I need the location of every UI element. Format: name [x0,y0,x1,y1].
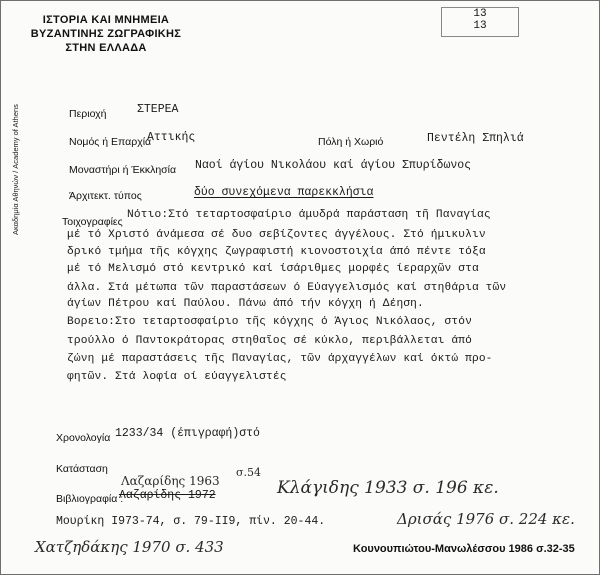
murals-line: φητῶν. Στά λοφία οί εύαγγελιστές [67,371,287,383]
side-watermark-label: Ακαδημία Αθηνών / Academy of Athens [11,104,20,235]
header-line-1: ΙΣΤΟΡΙΑ ΚΑΙ ΜΝΗΜΕΙΑ [42,14,170,26]
murals-line: τρούλλο ό Παντοκράτορας στηθαῖος σέ κύκλο, περιβάλλεται άπό [67,335,472,347]
bibliography-label: Βιβλιογραφία : [56,493,124,505]
region-value: ΣΤΕΡΕΑ [137,103,179,116]
murals-line: άγίων Πέτρου καί Παύλου. Πάνω άπό τήν κόγχη ή Δέηση. [67,298,424,310]
header-line-2: ΒΥΖΑΝΤΙΝΗΣ ΖΩΓΡΑΦΙΚΗΣ [30,28,182,40]
monastery-value: Ναοί άγίου Νικολάου καί άγίου Σπυρίδωνος [195,159,472,172]
arch-type-value: δύο συνεχόμενα παρεκκλήσια [194,186,374,199]
murals-line: άλλα. Στά μέτωπα τῶν παραστάσεων ό Εύαγγελισμός καί στηθάρια τῶν [67,282,507,294]
bibliography-hand-above: Λαζαρίδης 1963 [121,474,220,488]
murals-line: Νότιο:Στό τεταρτοσφαίριο άμυδρά παράσταση τῆ Παναγίας [127,209,491,221]
header-line-3: ΣΤΗΝ ΕΛΛΑΔΑ [65,42,147,54]
murals-line: δρικό τμήμα τῆς κόγχης ζωγραφιστή κιονοστοιχία άπό πέντε τόξα [67,246,486,258]
bibliography-typed-line-3: Κουνουπιώτου-Μανωλέσσου 1986 σ.32-35 [353,543,575,555]
condition-label: Κατάσταση [56,463,108,475]
bibliography-hand-above-page: σ.54 [236,466,262,479]
town-value: Πεντέλη Σπηλιά [427,132,524,145]
archive-header [1,13,211,55]
prefecture-value: Αττικής [147,131,196,144]
murals-line: ζώνη μέ παραστάσεις τῆς Παναγίας, τῶν άρχαγγέλων καί όκτώ προ- [67,353,493,365]
murals-line: Βορειο:Στο τεταρτοσφαίριο τῆς κόγχης ό Άγιος Νικόλαος, στόν [67,316,472,328]
prefecture-label: Νομός ή Επαρχία [69,136,152,148]
bibliography-hand-note-2: Δρισάς 1976 σ. 224 κε. [397,510,575,528]
bibliography-typed-line-2: Μουρίκη Ι973-74, σ. 79-ΙΙ9, πίν. 20-44. [56,515,326,528]
card-number-top: 13 [473,8,487,20]
region-label: Περιοχή [69,108,107,120]
card-number-box [441,7,519,37]
chronology-label: Χρονολογία [56,432,111,444]
card-number-bottom: 13 [473,20,487,32]
monastery-label: Μοναστήρι ή Έκκλησία [69,164,177,176]
chronology-value: 1233/34 (έπιγραφή)στό [115,427,260,440]
murals-line: μέ τό Μελισμό στό κεντρικό καί ίσάριθμες μορφές ίεραρχῶν στα [67,263,479,275]
town-label: Πόλη ή Χωριό [318,136,384,148]
bibliography-typed-value: Λαζαρίδης 1972 [119,489,216,502]
murals-line: μέ τό Χριστό άνάμεσα σέ δυο σεβίζοντες άγγέλους. Στό ήμικυλιν [67,229,486,241]
bibliography-hand-note-3: Χατζηδάκης 1970 σ. 433 [35,538,224,556]
arch-type-label: Άρχιτεκτ. τύπος [69,190,142,202]
murals-label: Τοιχογραφίες [62,216,123,228]
bibliography-hand-note-1: Κλάγιδης 1933 σ. 196 κε. [277,478,499,498]
